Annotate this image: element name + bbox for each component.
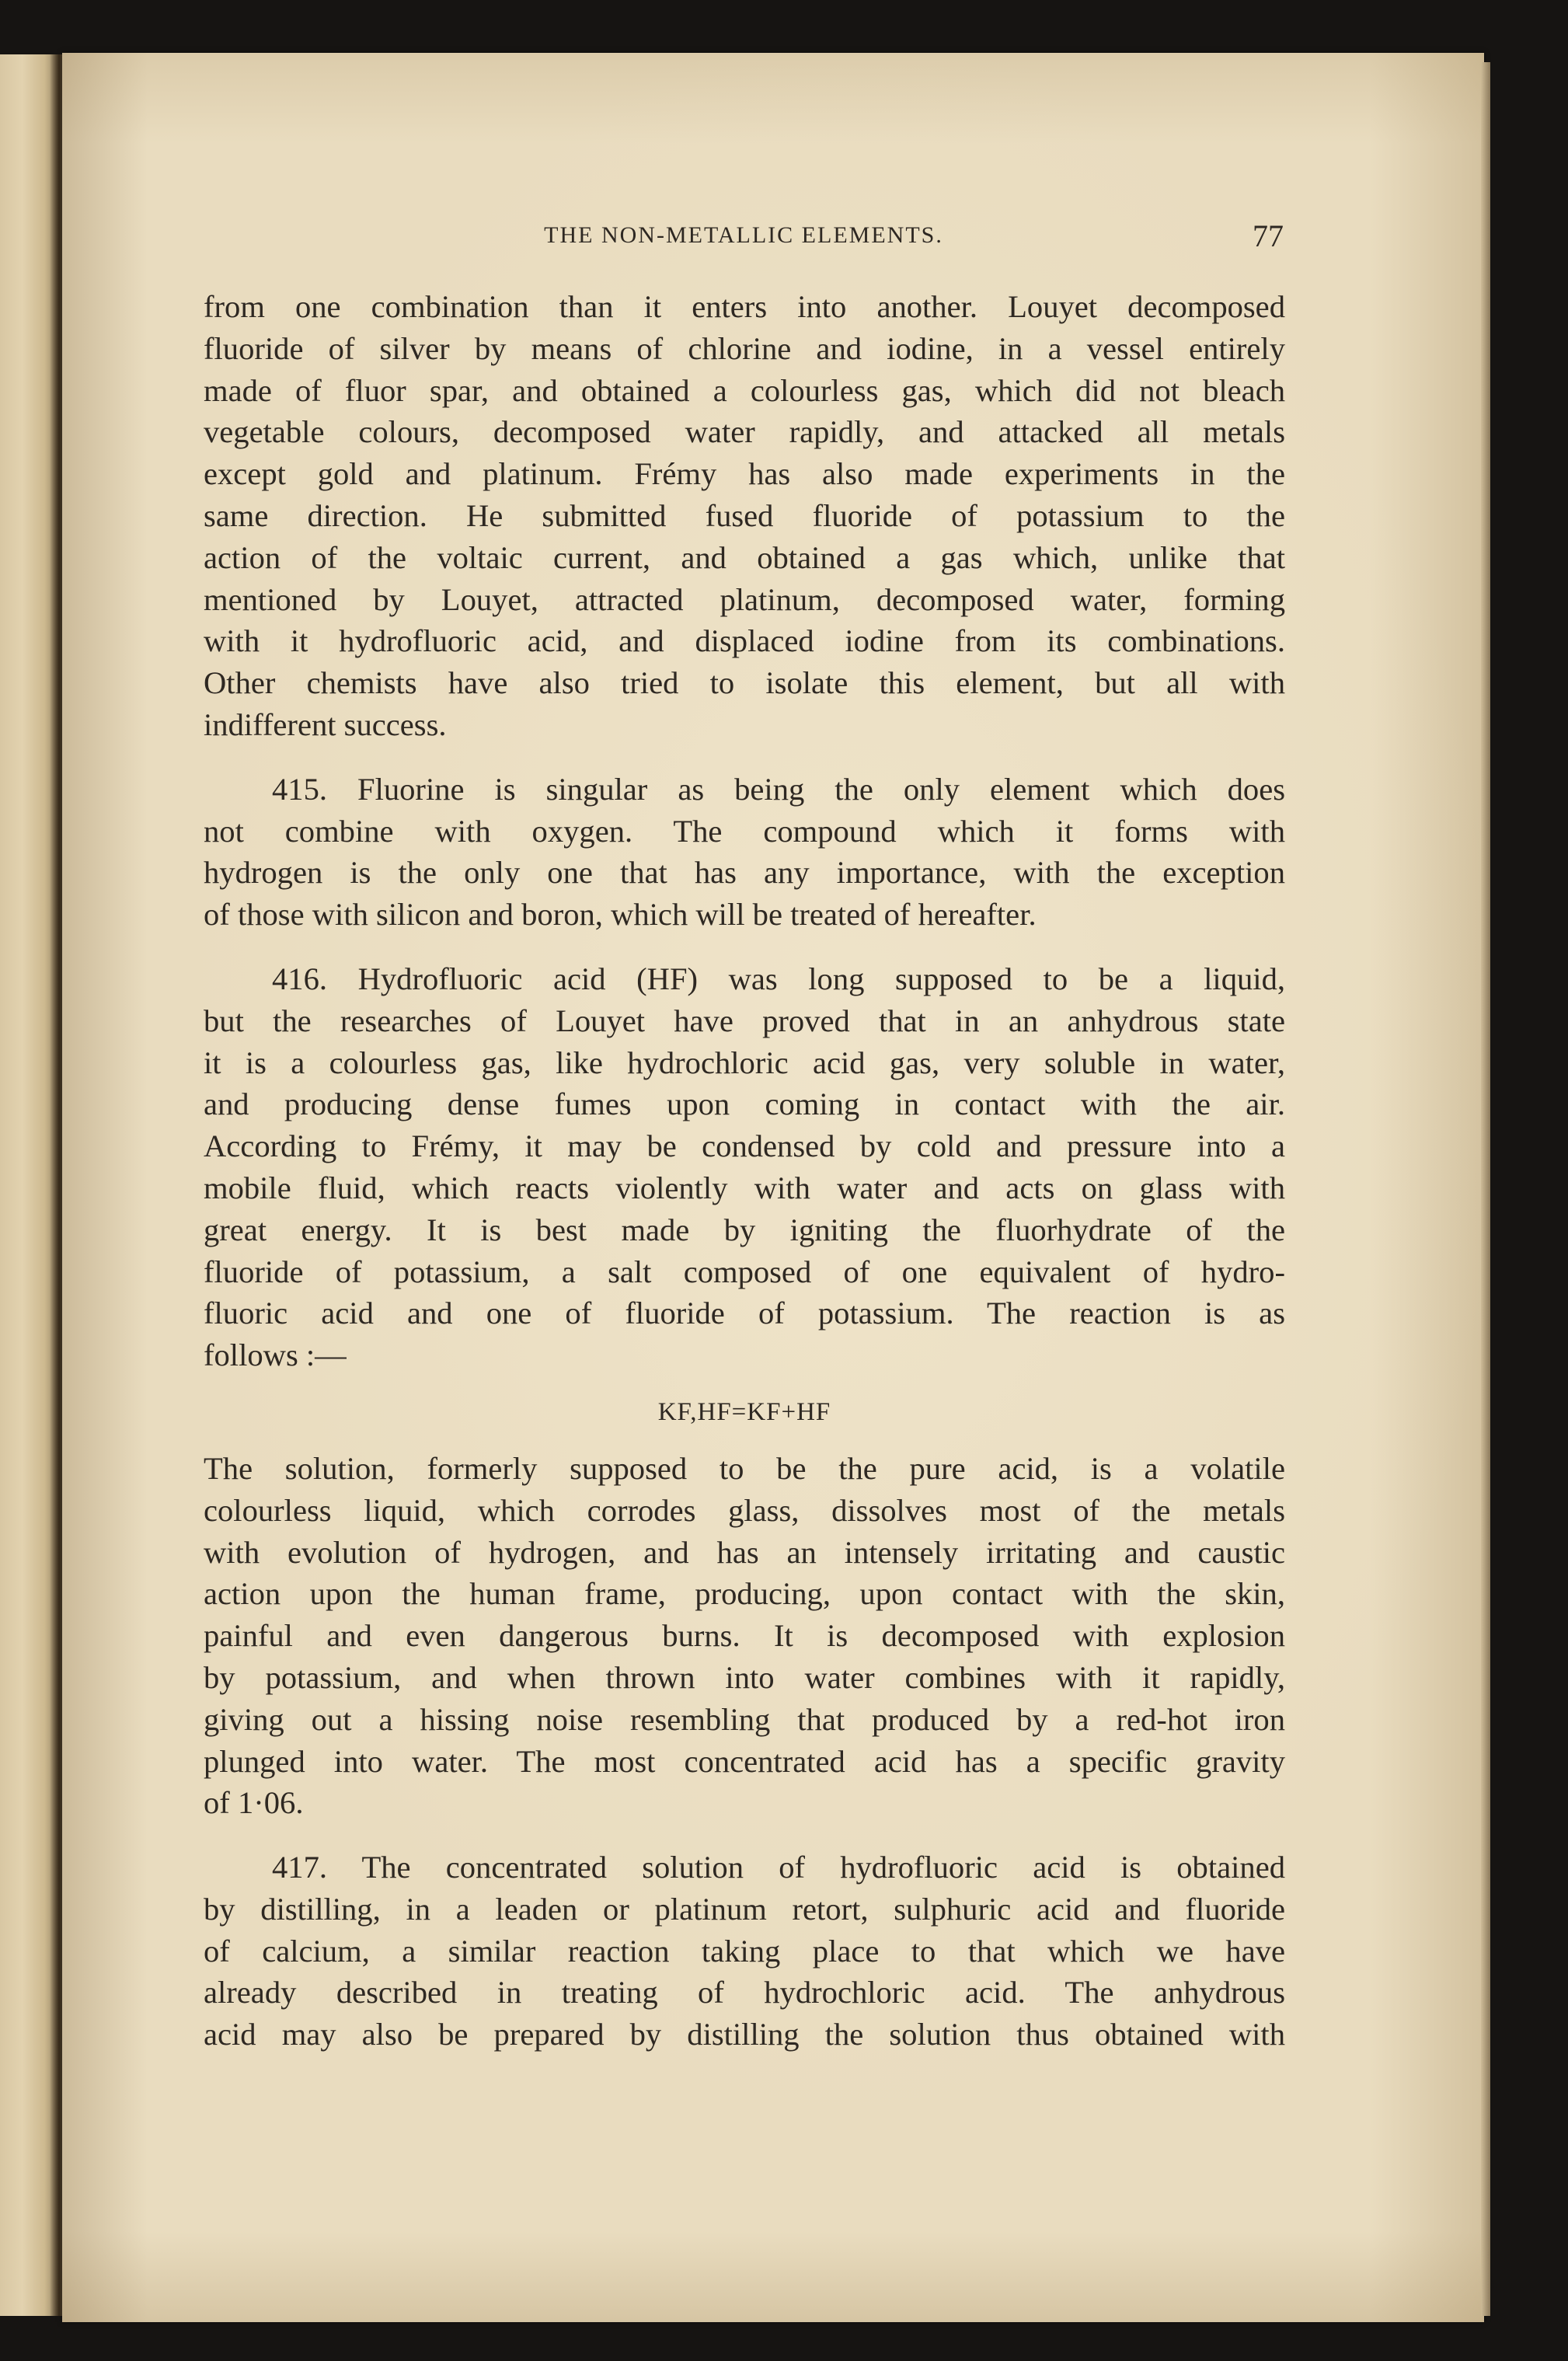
page-number: 77 [1253, 218, 1284, 253]
text-line: acid may also be prepared by distilling the solution thus obtained with [204, 2017, 1285, 2052]
chemical-equation: KF,HF=KF+HF [657, 1397, 831, 1426]
text-line: The solution, formerly supposed to be the pure acid, is a volatile [204, 1450, 1285, 1486]
text-line: vegetable colours, decomposed water rapidly, and attacked all metals [204, 414, 1285, 450]
text-line: hydrogen is the only one that has any importance, with the exception [204, 855, 1285, 891]
text-line: mobile fluid, which reacts violently with water and acts on glass with [204, 1170, 1285, 1205]
text-line: 415. Fluorine is singular as being the only element which does [272, 771, 1285, 807]
text-line: indifferent success. [204, 706, 447, 742]
text-line: painful and even dangerous burns. It is decomposed with explosion [204, 1618, 1285, 1654]
text-line: fluoride of potassium, a salt composed of one equivalent of hydro- [204, 1254, 1285, 1289]
text-line: not combine with oxygen. The compound which it forms with [204, 813, 1285, 849]
text-line: but the researches of Louyet have proved that in an anhydrous state [204, 1003, 1285, 1038]
text-line: same direction. He submitted fused fluoride of potassium to the [204, 497, 1285, 533]
paragraph-415 [204, 769, 1285, 936]
paragraph-416 [204, 958, 1285, 1376]
text-line: 416. Hydrofluoric acid (HF) was long supposed to be a liquid, [272, 961, 1285, 996]
text-line: with evolution of hydrogen, and has an intensely irritating and caustic [204, 1534, 1285, 1570]
paragraph-417 [204, 1847, 1285, 2056]
text-line: by distilling, in a leaden or platinum retort, sulphuric acid and fluoride [204, 1891, 1285, 1927]
text-line: Other chemists have also tried to isolate this element, but all with [204, 665, 1285, 701]
text-line: of calcium, a similar reaction taking place to that which we have [204, 1933, 1285, 1969]
text-line: giving out a hissing noise resembling that produced by a red-hot iron [204, 1701, 1285, 1737]
text-line: fluoric acid and one of fluoride of potassium. The reaction is as [204, 1296, 1285, 1331]
text-line: According to Frémy, it may be condensed by cold and pressure into a [204, 1128, 1285, 1164]
text-line: from one combination than it enters into another. Louyet decomposed [204, 289, 1285, 324]
text-line: colourless liquid, which corrodes glass, dissolves most of the metals [204, 1492, 1285, 1528]
text-line: mentioned by Louyet, attracted platinum, decomposed water, forming [204, 581, 1285, 617]
text-line: it is a colourless gas, like hydrochloric acid gas, very soluble in water, [204, 1044, 1285, 1080]
text-line: and producing dense fumes upon coming in contact with the air. [204, 1086, 1285, 1122]
text-line: 417. The concentrated solution of hydrofluoric acid is obtained [272, 1850, 1285, 1885]
text-line: action upon the human frame, producing, upon contact with the skin, [204, 1576, 1285, 1612]
text-line: except gold and platinum. Frémy has also made experiments in the [204, 456, 1285, 492]
text-line: great energy. It is best made by igniting the fluorhydrate of the [204, 1212, 1285, 1247]
text-line: action of the voltaic current, and obtained a gas which, unlike that [204, 539, 1285, 575]
text-line: of 1·06. [204, 1785, 304, 1821]
text-line: already described in treating of hydrochloric acid. The anhydrous [204, 1975, 1285, 2011]
running-head: THE NON-METALLIC ELEMENTS. [544, 222, 943, 248]
text-line: made of fluor spar, and obtained a colourless gas, which did not bleach [204, 372, 1285, 408]
body-text [204, 286, 1285, 2056]
paragraph-continued [204, 286, 1285, 746]
page-header [204, 218, 1284, 256]
text-line: by potassium, and when thrown into water combines with it rapidly, [204, 1659, 1285, 1695]
text-line: follows :— [204, 1337, 347, 1373]
text-line: with it hydrofluoric acid, and displaced iodine from its combinations. [204, 623, 1285, 659]
page-fore-edge [1481, 62, 1490, 2316]
text-line: fluoride of silver by means of chlorine and iodine, in a vessel entirely [204, 330, 1285, 366]
text-line: of those with silicon and boron, which will be treated of hereafter. [204, 897, 1037, 933]
text-line: plunged into water. The most concentrated acid has a specific gravity [204, 1743, 1285, 1779]
paragraph-solution [204, 1448, 1285, 1824]
